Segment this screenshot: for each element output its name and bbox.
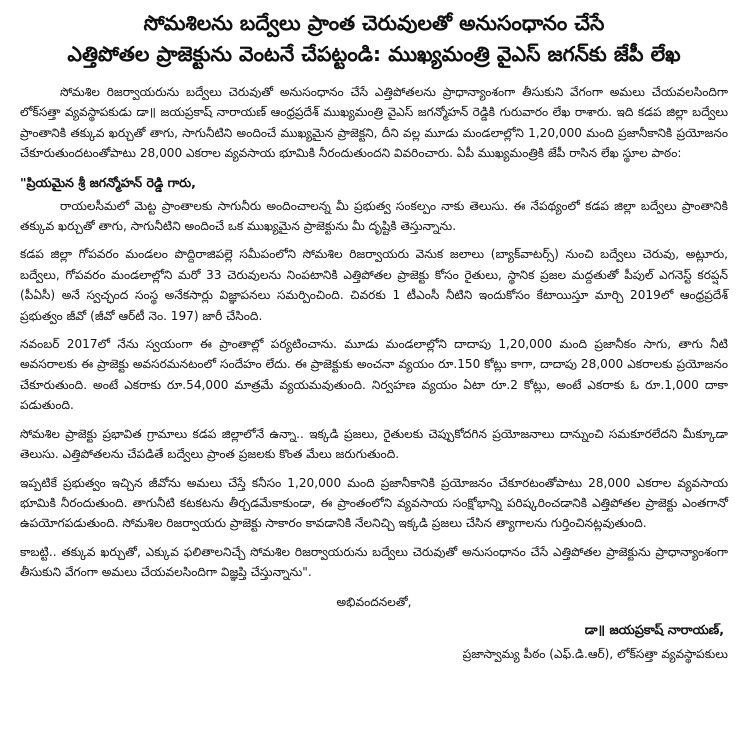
intro-paragraph: సోమశిల రిజర్వాయరును బద్వేలు చెరువుతో అనుసంధానం చేసే ఎత్తిపోతలను ప్రాధాన్యాంశంగా తీసుకుని వేగంగా అమలు చేయవలసిందిగా లోక్‌సత్తా వ్యవస్థాపకుడు డా॥ జయప్రకాష్ నారాయణ్ ఆంధ్రప్రదేశ్ ముఖ్యమంత్రి వైఎస్ జగన్మోహన్ రెడ్డికి గురువారం లేఖ రాశారు. ఇది కడప జిల్లా బద్వేలు ప్రాంతానికి తక్కువ ఖర్చుతో తాగు, సాగునీటిని అందించే ముఖ్యమైన ప్రాజెక్టని, దీని వల్ల మూడు మండలాల్లోని 1,20,000 మంది ప్రజానీకానికి ప్రయోజనం చేకూరుతుందటంతోపాటు 28,000 ఎకరాల వ్యవసాయ భూమికి నీరందుతుందని వివరించారు. ఏపీ ముఖ్యమంత్రికి జేపీ రాసిన లేఖ స్థూల పాఠం: <box>20 85 728 161</box>
letter-closing: అభివందనలతో, <box>336 594 412 609</box>
article-body <box>20 82 728 665</box>
letter-salutation: "ప్రియమైన శ్రీ జగన్మోహన్ రెడ్డి గారు, <box>20 174 196 190</box>
letter-paragraph-5: ఇప్పటికే ప్రభుత్వం ఇచ్చిన జీవోను అమలు చేస్తే కనీసం 1,20,000 మంది ప్రజానీకానికి ప్రయోజనం చేకూరటంతోపాటు 28,000 ఎకరాల వ్యవసాయ భూమికి నీరందుతుంది. తాగునీటి కటకటను తీర్చడమేకాకుండా, ఈ ప్రాంతంలోని వ్యవసాయ సంక్షోభాన్ని పరిష్కరించడానికి ఎత్తిపోతల ప్రాజెక్టు ఎంతగానో ఉపయోగపడుతుంది. సోమశిల రిజర్వాయరు ప్రాజెక్టు సాకారం కావడానికి నేలనిచ్చి ఇక్కడి ప్రజలు చేసిన త్యాగాలను గుర్తించినట్లవుతుంది. <box>20 475 728 531</box>
letter-paragraph-1: రాయలసీమలో మెట్ట ప్రాంతాలకు సాగునీరు అందించాలన్న మీ ప్రభుత్వ సంకల్పం నాకు తెలుసు. ఈ నేపథ్యంలో కడప జిల్లా బద్వేలు ప్రాంతానికి తక్కువ ఖర్చుతో తాగు, సాగునీటిని అందించే ఒక ముఖ్యమైన ప్రాజెక్టును మీ దృష్టికి తెస్తున్నాను. <box>20 198 728 234</box>
signer-organization: ప్రజాస్వామ్య పీఠం (ఎఫ్.డి.ఆర్), లోక్‌సత్తా వ్యవస్థాపకులు <box>462 646 728 661</box>
signer-name: డా॥ జయప్రకాష్ నారాయణ్, <box>584 621 724 637</box>
headline-line-1: సోమశిలను బద్వేలు ప్రాంత చెరువులతో అనుసంధానం చేసే <box>143 11 605 35</box>
letter-paragraph-2: కడప జిల్లా గోపవరం మండలం పొద్దిరాజిపల్లె సమీపంలోని సోమశిల రిజర్వాయరు వెనుక జలాలు (బ్యాక్‌వాటర్స్) నుంచి బద్వేలు చెరువు, అట్లూరు, బద్వేలు, గోపవరం మండలాల్లోని మరో 33 చెరువులను నింపటానికి ఎత్తిపోతల ప్రాజెక్టు కోసం రైతులు, స్థానిక ప్రజల మద్దతుతో పీపుల్ ఎగనెస్ట్ కరప్షన్ (పీఏసీ) అనే స్వచ్ఛంద సంస్థ అనేకసార్లు విజ్ఞాపనలు సమర్పించింది. చివరకు 1 టీఎంసీ నీటిని ఇందుకోసం కేటాయిస్తూ మార్చి 2019లో ఆంధ్రప్రదేశ్ ప్రభుత్వం జీవో (జీవో ఆర్‌టీ నెం. 197) జారీ చేసింది. <box>20 247 728 323</box>
headline-line-2: ఎత్తిపోతల ప్రాజెక్టును వెంటనే చేపట్టండి: ముఖ్యమంత్రి వైఎస్ జగన్‌కు జేపీ లేఖ <box>67 42 681 66</box>
letter-paragraph-3: నవంబర్ 2017లో నేను స్వయంగా ఈ ప్రాంతాల్లో పర్యటించాను. మూడు మండలాల్లోని దాదాపు 1,20,000 మంది ప్రజానీకం సాగు, తాగు నీటి అవసరాలకు ఈ ప్రాజెక్టు అవసరమనటంలో సందేహం లేదు. ఈ ప్రాజెక్టుకు అంచనా వ్యయం రూ.150 కోట్లు కాగా, దాదాపు 28,000 ఎకరాలకు ప్రయోజనం చేకూరుతుంది. అంటే ఎకరాకు రూ.54,000 మాత్రమే వ్యయమవుతుంది. నిర్వహణ వ్యయం ఏటా రూ.2 కోట్లు, అంటే ఎకరాకు ఓ రూ.1,000 దాకా పడుతుంది. <box>20 337 728 413</box>
headline <box>20 8 728 70</box>
letter-paragraph-4: సోమశిల ప్రాజెక్టు ప్రభావిత గ్రామాలు కడప జిల్లాలోనే ఉన్నా.. ఇక్కడి ప్రజలు, రైతులకు చెప్పుకోదగిన ప్రయోజనాలు దాన్నుంచి సమకూరలేదని మీక్కూడా తెలుసు. ఎత్తిపోతలను చేపడితే బద్వేలు ప్రాంత ప్రజలకు కొంత మేలు జరుగుతుంది. <box>20 426 728 462</box>
letter-paragraph-6: కాబట్టి.. తక్కువ ఖర్చుతో, ఎక్కువ ఫలితాలనిచ్చే సోమశిల రిజర్వాయరును బద్వేలు చెరువుతో అనుసంధానం చేసే ఎత్తిపోతల ప్రాజెక్టును ప్రాధాన్యాంశంగా తీసుకుని వేగంగా అమలు చేయవలసిందిగా విజ్ఞప్తి చేస్తున్నాను". <box>20 544 728 580</box>
